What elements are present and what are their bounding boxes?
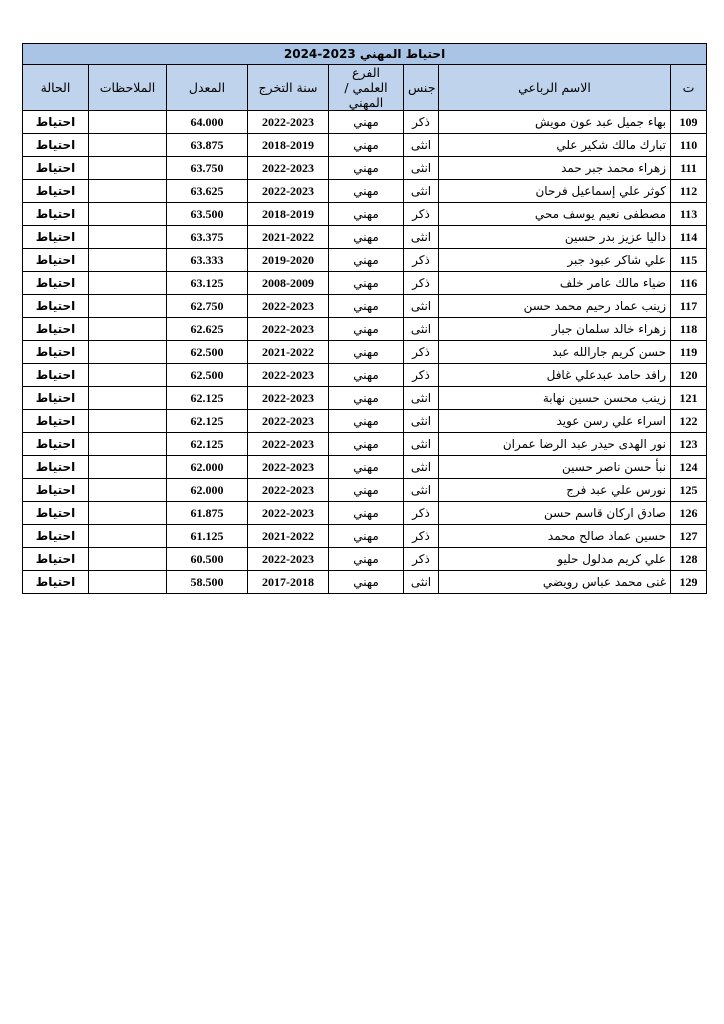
status-cell: احتياط [23,249,89,272]
notes-cell [89,433,167,456]
notes-cell [89,364,167,387]
grad-year-cell: 2022-2023 [248,364,329,387]
gender-cell: انثى [404,456,439,479]
number-cell: 127 [671,525,707,548]
status-cell: احتياط [23,295,89,318]
status-cell: احتياط [23,433,89,456]
gender-cell: انثى [404,479,439,502]
branch-cell: مهني [329,410,404,433]
name-cell: صادق اركان قاسم حسن [439,502,671,525]
gender-cell: انثى [404,180,439,203]
average-cell: 62.000 [167,456,248,479]
table-row [23,111,707,134]
notes-cell [89,387,167,410]
branch-cell: مهني [329,387,404,410]
branch-cell: مهني [329,571,404,594]
status-cell: احتياط [23,341,89,364]
notes-cell [89,571,167,594]
number-cell: 121 [671,387,707,410]
header-name: الاسم الرباعي [439,65,671,111]
grad-year-cell: 2021-2022 [248,525,329,548]
number-cell: 117 [671,295,707,318]
notes-cell [89,111,167,134]
gender-cell: انثى [404,571,439,594]
table-row [23,226,707,249]
average-cell: 63.125 [167,272,248,295]
name-cell: كوثر علي إسماعيل فرحان [439,180,671,203]
number-cell: 119 [671,341,707,364]
table-row [23,387,707,410]
name-cell: زينب عماد رحيم محمد حسن [439,295,671,318]
average-cell: 63.625 [167,180,248,203]
number-cell: 116 [671,272,707,295]
branch-cell: مهني [329,295,404,318]
table-row [23,410,707,433]
gender-cell: ذكر [404,502,439,525]
branch-cell: مهني [329,318,404,341]
branch-cell: مهني [329,525,404,548]
grad-year-cell: 2022-2023 [248,180,329,203]
grad-year-cell: 2017-2018 [248,571,329,594]
number-cell: 112 [671,180,707,203]
gender-cell: ذكر [404,525,439,548]
table-row [23,341,707,364]
gender-cell: انثى [404,433,439,456]
average-cell: 62.625 [167,318,248,341]
branch-cell: مهني [329,157,404,180]
name-cell: زينب محسن حسين نهابة [439,387,671,410]
average-cell: 60.500 [167,548,248,571]
branch-cell: مهني [329,433,404,456]
status-cell: احتياط [23,318,89,341]
average-cell: 63.750 [167,157,248,180]
header-gender: جنس [404,65,439,111]
table-row [23,502,707,525]
average-cell: 62.500 [167,341,248,364]
header-notes: الملاحظات [89,65,167,111]
notes-cell [89,203,167,226]
gender-cell: انثى [404,387,439,410]
branch-cell: مهني [329,226,404,249]
table-row [23,571,707,594]
number-cell: 128 [671,548,707,571]
name-cell: نبأ حسن ناصر حسين [439,456,671,479]
grad-year-cell: 2019-2020 [248,249,329,272]
name-cell: داليا عزيز بدر حسين [439,226,671,249]
gender-cell: انثى [404,226,439,249]
name-cell: بهاء جميل عبد عون مويش [439,111,671,134]
name-cell: نورس علي عبد فرج [439,479,671,502]
table-row [23,364,707,387]
notes-cell [89,295,167,318]
table-row [23,548,707,571]
table-row [23,180,707,203]
branch-cell: مهني [329,203,404,226]
branch-cell: مهني [329,456,404,479]
table-row [23,479,707,502]
header-branch: الفرع العلمي / المهني [329,65,404,111]
branch-cell: مهني [329,180,404,203]
status-cell: احتياط [23,111,89,134]
gender-cell: ذكر [404,249,439,272]
reserve-table [22,43,707,594]
average-cell: 62.500 [167,364,248,387]
gender-cell: انثى [404,410,439,433]
status-cell: احتياط [23,387,89,410]
notes-cell [89,502,167,525]
notes-cell [89,548,167,571]
table-row [23,433,707,456]
table-title: احتياط المهني 2023-2024 [23,44,707,65]
status-cell: احتياط [23,502,89,525]
gender-cell: انثى [404,134,439,157]
number-cell: 115 [671,249,707,272]
notes-cell [89,249,167,272]
name-cell: تبارك مالك شكير علي [439,134,671,157]
number-cell: 113 [671,203,707,226]
gender-cell: ذكر [404,272,439,295]
number-cell: 124 [671,456,707,479]
branch-cell: مهني [329,134,404,157]
name-cell: اسراء علي رسن عويد [439,410,671,433]
status-cell: احتياط [23,479,89,502]
grad-year-cell: 2022-2023 [248,387,329,410]
table-row [23,318,707,341]
number-cell: 129 [671,571,707,594]
grad-year-cell: 2022-2023 [248,410,329,433]
notes-cell [89,410,167,433]
table-row [23,249,707,272]
name-cell: علي كريم مدلول حليو [439,548,671,571]
average-cell: 63.875 [167,134,248,157]
grad-year-cell: 2008-2009 [248,272,329,295]
average-cell: 62.750 [167,295,248,318]
notes-cell [89,272,167,295]
average-cell: 62.125 [167,410,248,433]
number-cell: 126 [671,502,707,525]
status-cell: احتياط [23,180,89,203]
table-row [23,203,707,226]
average-cell: 63.333 [167,249,248,272]
gender-cell: ذكر [404,341,439,364]
status-cell: احتياط [23,157,89,180]
notes-cell [89,226,167,249]
table-row [23,456,707,479]
notes-cell [89,456,167,479]
average-cell: 62.125 [167,387,248,410]
grad-year-cell: 2022-2023 [248,456,329,479]
grad-year-cell: 2022-2023 [248,295,329,318]
status-cell: احتياط [23,456,89,479]
notes-cell [89,157,167,180]
name-cell: ضياء مالك عامر خلف [439,272,671,295]
notes-cell [89,479,167,502]
branch-cell: مهني [329,364,404,387]
status-cell: احتياط [23,203,89,226]
number-cell: 122 [671,410,707,433]
table-row [23,525,707,548]
name-cell: مصطفى نعيم يوسف محي [439,203,671,226]
gender-cell: انثى [404,157,439,180]
status-cell: احتياط [23,226,89,249]
gender-cell: ذكر [404,111,439,134]
branch-cell: مهني [329,272,404,295]
grad-year-cell: 2018-2019 [248,134,329,157]
branch-cell: مهني [329,502,404,525]
name-cell: علي شاكر عبود جبر [439,249,671,272]
average-cell: 62.125 [167,433,248,456]
grad-year-cell: 2022-2023 [248,502,329,525]
status-cell: احتياط [23,525,89,548]
table-row [23,272,707,295]
number-cell: 120 [671,364,707,387]
notes-cell [89,341,167,364]
grad-year-cell: 2022-2023 [248,111,329,134]
grad-year-cell: 2021-2022 [248,341,329,364]
header-average: المعدل [167,65,248,111]
name-cell: غنى محمد عباس رويضي [439,571,671,594]
number-cell: 118 [671,318,707,341]
grad-year-cell: 2018-2019 [248,203,329,226]
header-number: ت [671,65,707,111]
notes-cell [89,318,167,341]
average-cell: 63.375 [167,226,248,249]
grad-year-cell: 2022-2023 [248,318,329,341]
status-cell: احتياط [23,571,89,594]
number-cell: 114 [671,226,707,249]
header-status: الحالة [23,65,89,111]
gender-cell: انثى [404,295,439,318]
grad-year-cell: 2022-2023 [248,157,329,180]
name-cell: زهراء محمد جبر حمد [439,157,671,180]
name-cell: نور الهدى حيدر عبد الرضا عمران [439,433,671,456]
branch-cell: مهني [329,111,404,134]
gender-cell: ذكر [404,548,439,571]
status-cell: احتياط [23,364,89,387]
header-grad-year: سنة التخرج [248,65,329,111]
gender-cell: ذكر [404,203,439,226]
branch-cell: مهني [329,479,404,502]
status-cell: احتياط [23,410,89,433]
average-cell: 64.000 [167,111,248,134]
notes-cell [89,180,167,203]
name-cell: رافد حامد عبدعلي غافل [439,364,671,387]
number-cell: 109 [671,111,707,134]
notes-cell [89,134,167,157]
average-cell: 63.500 [167,203,248,226]
table-row [23,295,707,318]
grad-year-cell: 2022-2023 [248,548,329,571]
name-cell: حسين عماد صالح محمد [439,525,671,548]
average-cell: 61.125 [167,525,248,548]
grad-year-cell: 2022-2023 [248,479,329,502]
number-cell: 110 [671,134,707,157]
branch-cell: مهني [329,548,404,571]
status-cell: احتياط [23,272,89,295]
status-cell: احتياط [23,548,89,571]
name-cell: زهراء خالد سلمان جبار [439,318,671,341]
gender-cell: ذكر [404,364,439,387]
gender-cell: انثى [404,318,439,341]
notes-cell [89,525,167,548]
branch-cell: مهني [329,249,404,272]
table-row [23,157,707,180]
grad-year-cell: 2021-2022 [248,226,329,249]
status-cell: احتياط [23,134,89,157]
number-cell: 125 [671,479,707,502]
grad-year-cell: 2022-2023 [248,433,329,456]
branch-cell: مهني [329,341,404,364]
number-cell: 111 [671,157,707,180]
table-row [23,134,707,157]
number-cell: 123 [671,433,707,456]
average-cell: 61.875 [167,502,248,525]
name-cell: حسن كريم جارالله عبد [439,341,671,364]
average-cell: 62.000 [167,479,248,502]
average-cell: 58.500 [167,571,248,594]
